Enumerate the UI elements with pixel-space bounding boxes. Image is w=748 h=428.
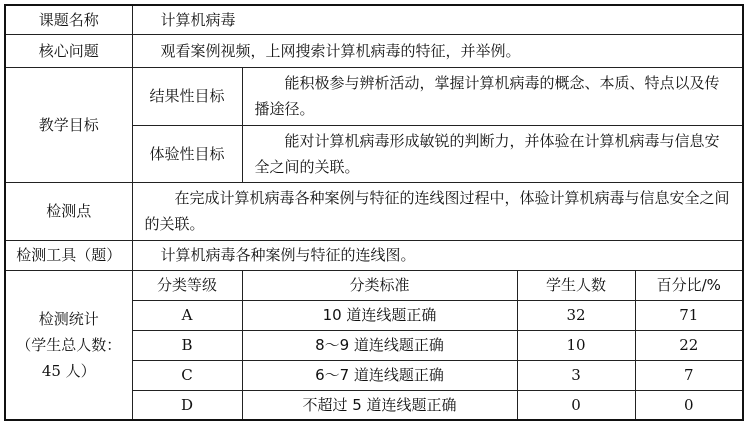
stats-header-row — [5, 270, 743, 300]
stats-criteria: 6～7 道连线题正确 — [242, 360, 517, 390]
goals-label: 教学目标 — [5, 67, 132, 182]
stats-header-count: 学生人数 — [517, 270, 635, 300]
row-core-question — [5, 34, 743, 67]
check-point-label: 检测点 — [5, 182, 132, 240]
stats-count: 3 — [517, 360, 635, 390]
lesson-assessment-table — [4, 4, 744, 421]
goal-result-label: 结果性目标 — [132, 67, 242, 125]
stats-percent: 7 — [635, 360, 743, 390]
stats-percent: 71 — [635, 300, 743, 330]
stats-grade: C — [132, 360, 242, 390]
row-goal-result — [5, 67, 743, 125]
row-tool — [5, 240, 743, 270]
stats-criteria: 不超过 5 道连线题正确 — [242, 390, 517, 420]
stats-label-line-3: 45 人） — [41, 361, 96, 380]
stats-grade: B — [132, 330, 242, 360]
stats-label-line-2: （学生总人数： — [16, 335, 122, 354]
stats-count: 32 — [517, 300, 635, 330]
goal-experience-value: 能对计算机病毒形成敏锐的判断力，并体验在计算机病毒与信息安全之间的关联。 — [242, 125, 743, 182]
stats-criteria: 8～9 道连线题正确 — [242, 330, 517, 360]
tool-label: 检测工具（题） — [5, 240, 132, 270]
goal-result-value: 能积极参与辨析活动，掌握计算机病毒的概念、本质、特点以及传播途径。 — [242, 67, 743, 125]
stats-label — [5, 270, 132, 420]
row-check-point — [5, 182, 743, 240]
core-label: 核心问题 — [5, 34, 132, 67]
topic-value: 计算机病毒 — [132, 5, 743, 34]
stats-header-criteria: 分类标准 — [242, 270, 517, 300]
goal-experience-label: 体验性目标 — [132, 125, 242, 182]
stats-percent: 22 — [635, 330, 743, 360]
check-point-value: 在完成计算机病毒各种案例与特征的连线图过程中，体验计算机病毒与信息安全之间的关联。 — [132, 182, 743, 240]
stats-label-line-1: 检测统计 — [38, 309, 99, 328]
stats-percent: 0 — [635, 390, 743, 420]
stats-count: 10 — [517, 330, 635, 360]
row-topic — [5, 5, 743, 34]
stats-grade: D — [132, 390, 242, 420]
stats-criteria: 10 道连线题正确 — [242, 300, 517, 330]
stats-header-grade: 分类等级 — [132, 270, 242, 300]
stats-header-percent: 百分比/% — [635, 270, 743, 300]
topic-label: 课题名称 — [5, 5, 132, 34]
tool-value: 计算机病毒各种案例与特征的连线图。 — [132, 240, 743, 270]
stats-grade: A — [132, 300, 242, 330]
stats-count: 0 — [517, 390, 635, 420]
core-value: 观看案例视频，上网搜索计算机病毒的特征，并举例。 — [132, 34, 743, 67]
